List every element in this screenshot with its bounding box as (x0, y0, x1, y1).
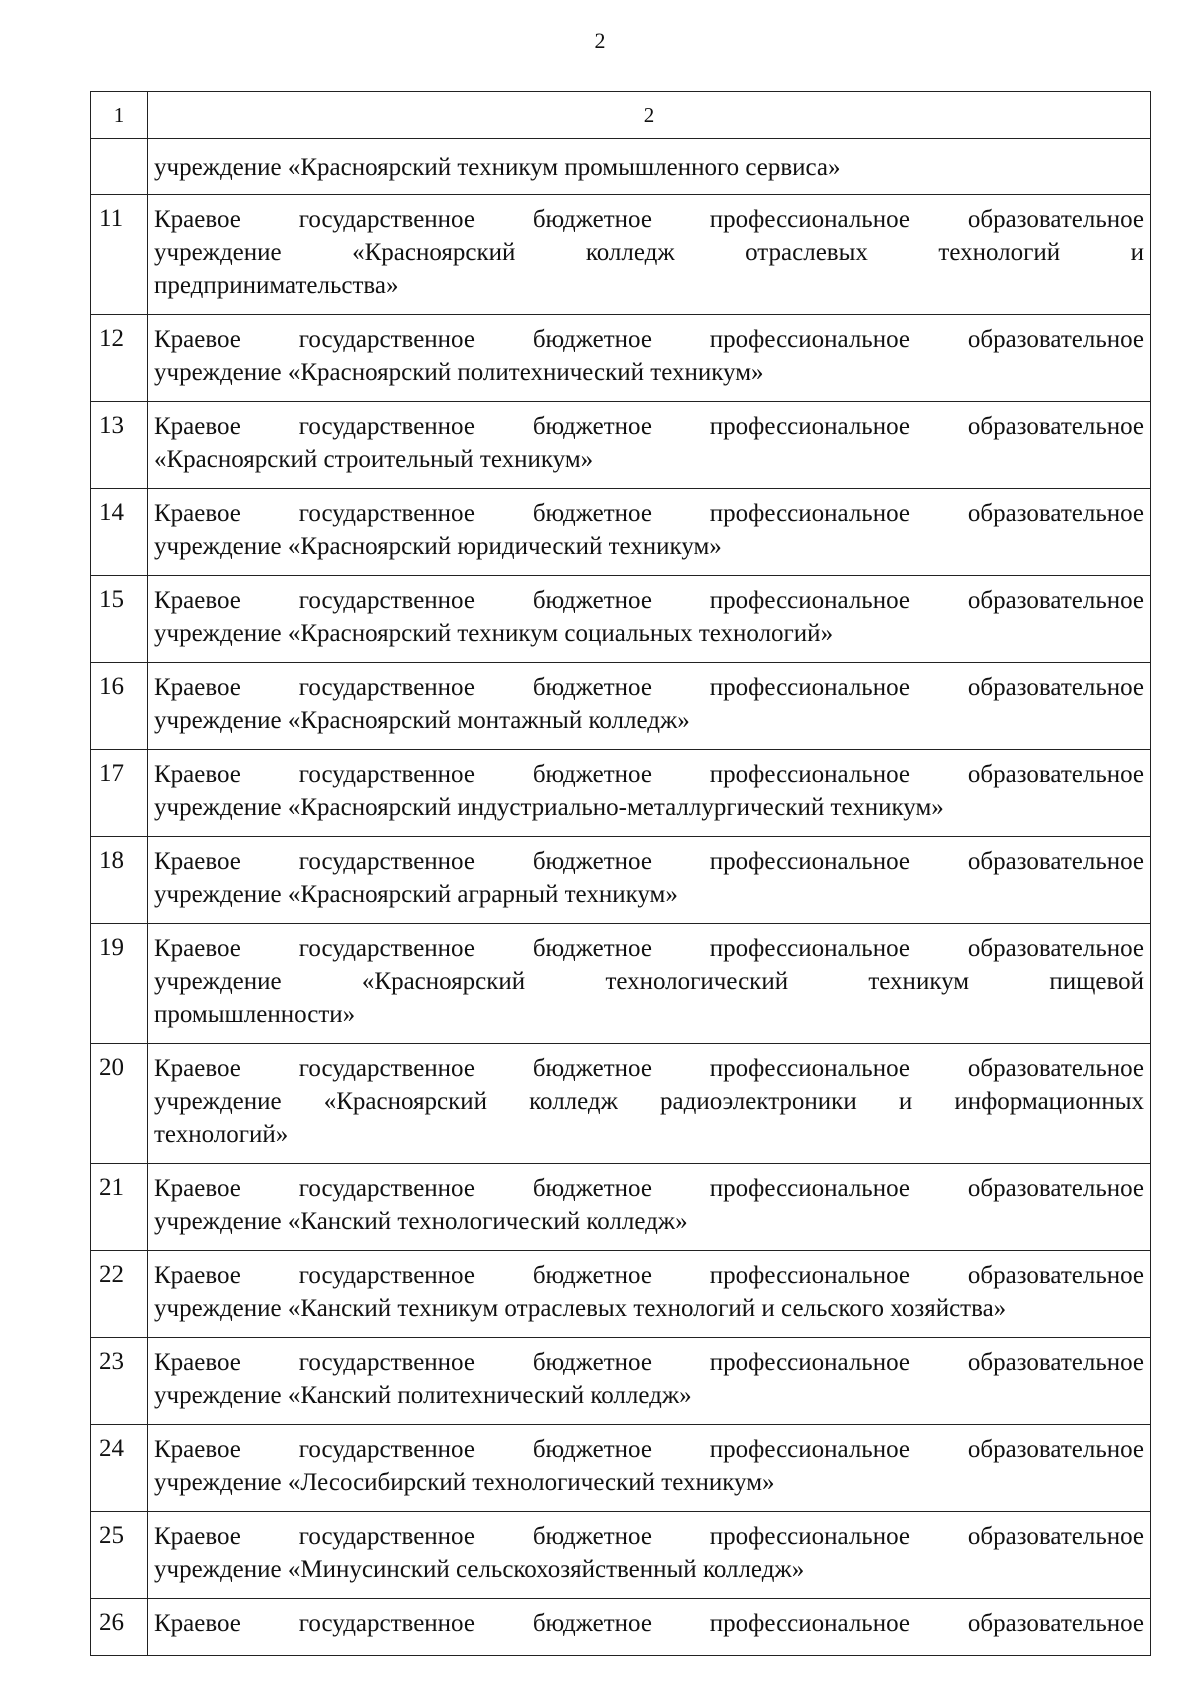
organization-name-line: Краевое государственное бюджетное профессиональное образовательное (154, 1349, 1144, 1376)
organization-name-line: учреждение «Красноярский политехнический техникум» (154, 359, 764, 386)
row-number: 20 (91, 1044, 148, 1164)
organization-name-line: Краевое государственное бюджетное профессиональное образовательное (154, 587, 1144, 614)
table-row (91, 663, 1151, 750)
organization-name-line: учреждение «Красноярский колледж радиоэлектроники и информационных (154, 1088, 1144, 1115)
organization-name-line: Краевое государственное бюджетное профессиональное образовательное (154, 848, 1144, 875)
organization-name (148, 402, 1151, 489)
organization-name (148, 1251, 1151, 1338)
organization-name-line: Краевое государственное бюджетное профессиональное образовательное (154, 326, 1144, 353)
organization-name-line: учреждение «Канский техникум отраслевых технологий и сельского хозяйства» (154, 1295, 1007, 1322)
table-header-row (91, 92, 1151, 139)
row-number: 22 (91, 1251, 148, 1338)
organization-name (148, 489, 1151, 576)
header-cell-number: 1 (91, 92, 148, 139)
organization-name (148, 315, 1151, 402)
organization-name-line: Краевое государственное бюджетное профессиональное образовательное (154, 1175, 1144, 1202)
table-row (91, 195, 1151, 315)
organization-name-line: «Красноярский строительный техникум» (154, 446, 594, 473)
page-number: 2 (594, 28, 606, 53)
row-number: 25 (91, 1512, 148, 1599)
organization-name-line: Краевое государственное бюджетное профессиональное образовательное (154, 674, 1144, 701)
row-number: 21 (91, 1164, 148, 1251)
table-row (91, 1338, 1151, 1425)
row-number: 23 (91, 1338, 148, 1425)
table-row (91, 750, 1151, 837)
organization-name-line: Краевое государственное бюджетное профессиональное образовательное (154, 1262, 1144, 1289)
row-number: 18 (91, 837, 148, 924)
table-row (91, 1512, 1151, 1599)
organization-name-line: учреждение «Красноярский аграрный техникум» (154, 881, 678, 908)
table-row (91, 924, 1151, 1044)
organization-name (148, 1338, 1151, 1425)
organization-name-line: учреждение «Красноярский монтажный колледж» (154, 707, 690, 734)
organization-name-line: Краевое государственное бюджетное профессиональное образовательное (154, 1436, 1144, 1463)
table-row (91, 1164, 1151, 1251)
organization-name (148, 1164, 1151, 1251)
table-row (91, 1425, 1151, 1512)
row-number: 15 (91, 576, 148, 663)
row-number: 12 (91, 315, 148, 402)
row-number: 26 (91, 1599, 148, 1656)
table-row (91, 576, 1151, 663)
row-number: 24 (91, 1425, 148, 1512)
row-number: 16 (91, 663, 148, 750)
organization-name (148, 1599, 1151, 1656)
organization-name-line: учреждение «Красноярский технологический техникум пищевой (154, 968, 1144, 995)
organization-name (148, 1425, 1151, 1512)
organization-name-line: Краевое государственное бюджетное профессиональное образовательное (154, 413, 1144, 440)
organization-name-line: учреждение «Минусинский сельскохозяйственный колледж» (154, 1556, 805, 1583)
organization-name-line: технологий» (154, 1121, 289, 1148)
organization-name (148, 195, 1151, 315)
organization-name-line: учреждение «Красноярский юридический техникум» (154, 533, 722, 560)
organization-name-line: учреждение «Красноярский индустриально-металлургический техникум» (154, 794, 944, 821)
continuation-text: учреждение «Красноярский техникум промышленного сервиса» (148, 139, 1151, 195)
organization-name-line: учреждение «Канский политехнический колледж» (154, 1382, 692, 1409)
continuation-row (91, 139, 1151, 195)
organization-name-line: учреждение «Лесосибирский технологический техникум» (154, 1469, 775, 1496)
organization-name (148, 663, 1151, 750)
continuation-number-cell (91, 139, 148, 195)
row-number: 11 (91, 195, 148, 315)
row-number: 17 (91, 750, 148, 837)
organization-name-line: Краевое государственное бюджетное профессиональное образовательное (154, 935, 1144, 962)
organization-name-line: Краевое государственное бюджетное профессиональное образовательное (154, 1610, 1144, 1637)
organization-name-line: учреждение «Красноярский колледж отраслевых технологий и (154, 239, 1144, 266)
organization-name (148, 750, 1151, 837)
table-row (91, 402, 1151, 489)
table-row (91, 1599, 1151, 1656)
organization-name-line: Краевое государственное бюджетное профессиональное образовательное (154, 1055, 1144, 1082)
organization-name-line: Краевое государственное бюджетное профессиональное образовательное (154, 1523, 1144, 1550)
organizations-table (90, 91, 1151, 1656)
organization-name-line: учреждение «Красноярский техникум социальных технологий» (154, 620, 834, 647)
table-row (91, 837, 1151, 924)
organization-name (148, 576, 1151, 663)
row-number: 13 (91, 402, 148, 489)
organization-name-line: учреждение «Канский технологический колледж» (154, 1208, 688, 1235)
organization-name (148, 1044, 1151, 1164)
organization-name-line: Краевое государственное бюджетное профессиональное образовательное (154, 761, 1144, 788)
header-cell-name: 2 (148, 92, 1151, 139)
organization-name (148, 924, 1151, 1044)
organization-name (148, 1512, 1151, 1599)
table-row (91, 1251, 1151, 1338)
organization-name (148, 837, 1151, 924)
organization-name-line: предпринимательства» (154, 272, 399, 299)
table-row (91, 1044, 1151, 1164)
row-number: 14 (91, 489, 148, 576)
row-number: 19 (91, 924, 148, 1044)
organization-name-line: Краевое государственное бюджетное профессиональное образовательное (154, 500, 1144, 527)
organization-name-line: Краевое государственное бюджетное профессиональное образовательное (154, 206, 1144, 233)
table-row (91, 489, 1151, 576)
table-row (91, 315, 1151, 402)
organization-name-line: промышленности» (154, 1001, 356, 1028)
